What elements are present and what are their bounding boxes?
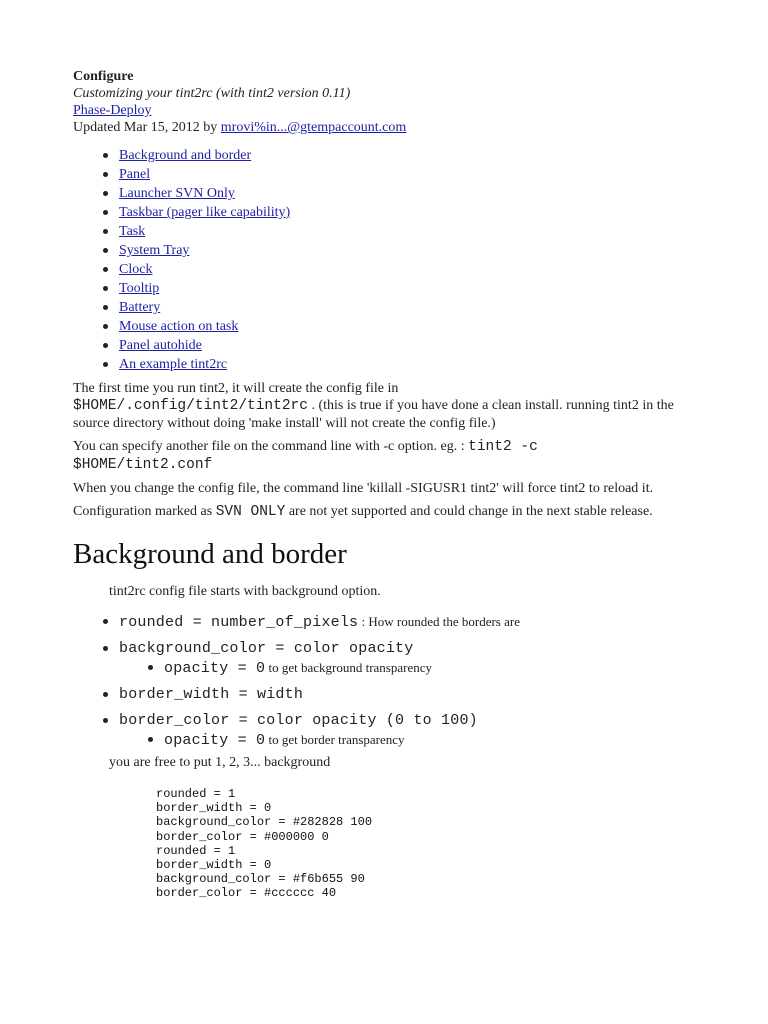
sub-option-item bbox=[164, 658, 678, 678]
toc-link-battery[interactable]: Battery bbox=[119, 300, 161, 315]
toc-item bbox=[119, 317, 678, 336]
code-line: background_color = #f6b655 90 bbox=[156, 872, 365, 887]
toc-item bbox=[119, 355, 678, 374]
command-code: tint2 -c $HOME/tint2.conf bbox=[73, 439, 538, 473]
toc-item bbox=[119, 165, 678, 184]
toc-link-example[interactable]: An example tint2rc bbox=[119, 357, 228, 372]
toc-item bbox=[119, 146, 678, 165]
intro-text: The first time you run tint2, it will create the config file in bbox=[73, 381, 399, 396]
updated-line bbox=[73, 119, 678, 136]
toc-item bbox=[119, 298, 678, 317]
toc-link-task[interactable]: Task bbox=[119, 224, 146, 239]
intro-text: You can specify another file on the command line with -c option. eg. : bbox=[73, 439, 469, 454]
toc-link-taskbar[interactable]: Taskbar (pager like capability) bbox=[119, 205, 291, 220]
option-item bbox=[119, 711, 678, 750]
toc-item bbox=[119, 260, 678, 279]
toc-link-launcher[interactable]: Launcher SVN Only bbox=[119, 186, 235, 201]
sub-option-desc: to get border transparency bbox=[265, 732, 405, 747]
option-item bbox=[119, 612, 678, 632]
intro-paragraph-3: When you change the config file, the command line 'killall -SIGUSR1 tint2' will force tint2 to reload it. bbox=[73, 481, 654, 496]
intro-paragraph-1 bbox=[73, 380, 678, 432]
code-line: background_color = #282828 100 bbox=[156, 815, 373, 830]
sub-option-code: opacity = 0 bbox=[164, 660, 266, 677]
option-code: border_width = width bbox=[119, 686, 304, 703]
intro-paragraph-4 bbox=[73, 503, 678, 521]
toc-item bbox=[119, 241, 678, 260]
option-list bbox=[73, 612, 678, 750]
option-code: rounded = number_of_pixels bbox=[119, 614, 359, 631]
config-path-code: $HOME/.config/tint2/tint2rc bbox=[73, 398, 308, 414]
option-code: background_color = color opacity bbox=[119, 640, 414, 657]
svn-only-code: SVN ONLY bbox=[215, 504, 286, 520]
toc-item bbox=[119, 203, 678, 222]
page-subtitle: Customizing your tint2rc (with tint2 version 0.11) bbox=[73, 86, 351, 101]
intro-text: are not yet supported and could change in the next stable release. bbox=[285, 504, 653, 519]
free-text: you are free to put 1, 2, 3... background bbox=[109, 755, 331, 770]
toc-item bbox=[119, 279, 678, 298]
option-desc: : How rounded the borders are bbox=[358, 614, 520, 629]
intro-text: Configuration marked as bbox=[73, 504, 216, 519]
toc-link-panel-autohide[interactable]: Panel autohide bbox=[119, 338, 202, 353]
toc-link-system-tray[interactable]: System Tray bbox=[119, 243, 190, 258]
code-line: rounded = 1 bbox=[156, 843, 236, 858]
author-link[interactable]: mrovi%in...@gtempaccount.com bbox=[220, 120, 407, 135]
sub-option-desc: to get background transparency bbox=[265, 660, 432, 675]
sub-option-list bbox=[119, 658, 678, 678]
code-line: border_width = 0 bbox=[156, 858, 272, 873]
table-of-contents bbox=[73, 146, 678, 374]
toc-link-tooltip[interactable]: Tooltip bbox=[119, 281, 160, 296]
toc-item bbox=[119, 222, 678, 241]
sub-option-item bbox=[164, 730, 678, 750]
intro-paragraph-2 bbox=[73, 438, 678, 474]
code-line: border_color = #000000 0 bbox=[156, 829, 329, 844]
toc-item bbox=[119, 336, 678, 355]
toc-link-mouse-action[interactable]: Mouse action on task bbox=[119, 319, 239, 334]
toc-link-background-and-border[interactable]: Background and border bbox=[119, 148, 252, 163]
label-link[interactable]: Phase-Deploy bbox=[73, 103, 152, 118]
sub-option-list bbox=[119, 730, 678, 750]
page-title: Configure bbox=[73, 69, 134, 84]
intro-text: . (this is true if you have done a clean install. running tint2 in the source directory without doing 'make install' will not create the config file.) bbox=[73, 398, 674, 431]
code-line: border_color = #cccccc 40 bbox=[156, 886, 337, 901]
config-code-block bbox=[156, 787, 678, 901]
section-lead: tint2rc config file starts with background option. bbox=[109, 584, 381, 599]
toc-link-panel[interactable]: Panel bbox=[119, 167, 151, 182]
option-code: border_color = color opacity (0 to 100) bbox=[119, 712, 478, 729]
code-line: rounded = 1 bbox=[156, 787, 236, 801]
option-item bbox=[119, 639, 678, 678]
sub-option-code: opacity = 0 bbox=[164, 732, 266, 749]
toc-link-clock[interactable]: Clock bbox=[119, 262, 153, 277]
section-heading: Background and border bbox=[73, 538, 347, 570]
code-line: border_width = 0 bbox=[156, 801, 272, 816]
option-item bbox=[119, 685, 678, 704]
toc-item bbox=[119, 184, 678, 203]
updated-prefix: Updated Mar 15, 2012 by bbox=[73, 120, 221, 135]
